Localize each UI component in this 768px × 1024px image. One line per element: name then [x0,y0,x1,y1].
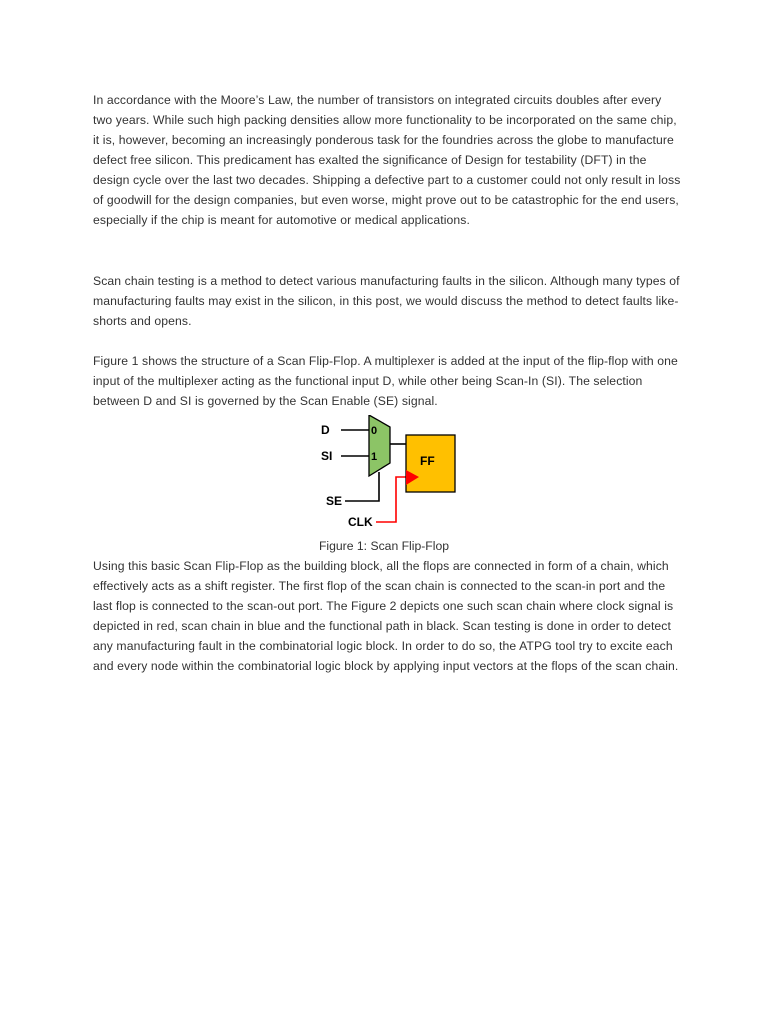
mux-input-0-label: 0 [371,425,378,437]
clk-label: CLK [348,515,373,529]
paragraph-scan-chain-testing: Scan chain testing is a method to detect various manufacturing faults in the silicon. Although many types of manufacturing faults may exist in the silicon, in this post, we would discuss the method to detect faults like- shorts and opens. [93,274,680,328]
figure-caption: Figure 1: Scan Flip-Flop [318,539,450,553]
paragraph-scan-flip-flop-structure: Figure 1 shows the structure of a Scan Flip-Flop. A multiplexer is added at the input of the flip-flop with one input of the multiplexer acting as the functional input D, while other being Scan-In (SI). The selection between D and SI is governed by the Scan Enable (SE) signal. [93,354,678,408]
mux-input-1-label: 1 [371,451,378,463]
figure-scan-flip-flop [310,415,470,531]
si-label: SI [321,449,333,463]
se-wire [345,472,379,501]
paragraph-moores-law: In accordance with the Moore’s Law, the number of transistors on integrated circuits doubles after every two years. While such high packing densities allow more functionality to be incorporated on the same chip, it is, however, becoming an increasingly ponderous task for the foundries across the globe to manufacture defect free silicon. This predicament has exalted the significance of Design for testability (DFT) in the design cycle over the last two decades. Shipping a defective part to a customer could not only result in loss of goodwill for the design companies, but even worse, might prove out to be catastrophic for the end users, especially if the chip is meant for automotive or medical applications. [93,93,681,227]
ff-label: FF [420,454,435,468]
d-label: D [321,423,330,437]
clock-wire [376,477,406,522]
se-label: SE [326,494,343,508]
paragraph-scan-chain-description: Using this basic Scan Flip-Flop as the building block, all the flops are connected in form of a chain, which effectively acts as a shift register. The first flop of the scan chain is connected to the scan-in port and the last flop is connected to the scan-out port. The Figure 2 depicts one such scan chain where clock signal is depicted in red, scan chain in blue and the functional path in black. Scan testing is done in order to detect any manufacturing fault in the combinatorial logic block. In order to do so, the ATPG tool try to excite each and every node within the combinatorial logic block by applying input vectors at the flops of the scan chain. [93,559,679,673]
